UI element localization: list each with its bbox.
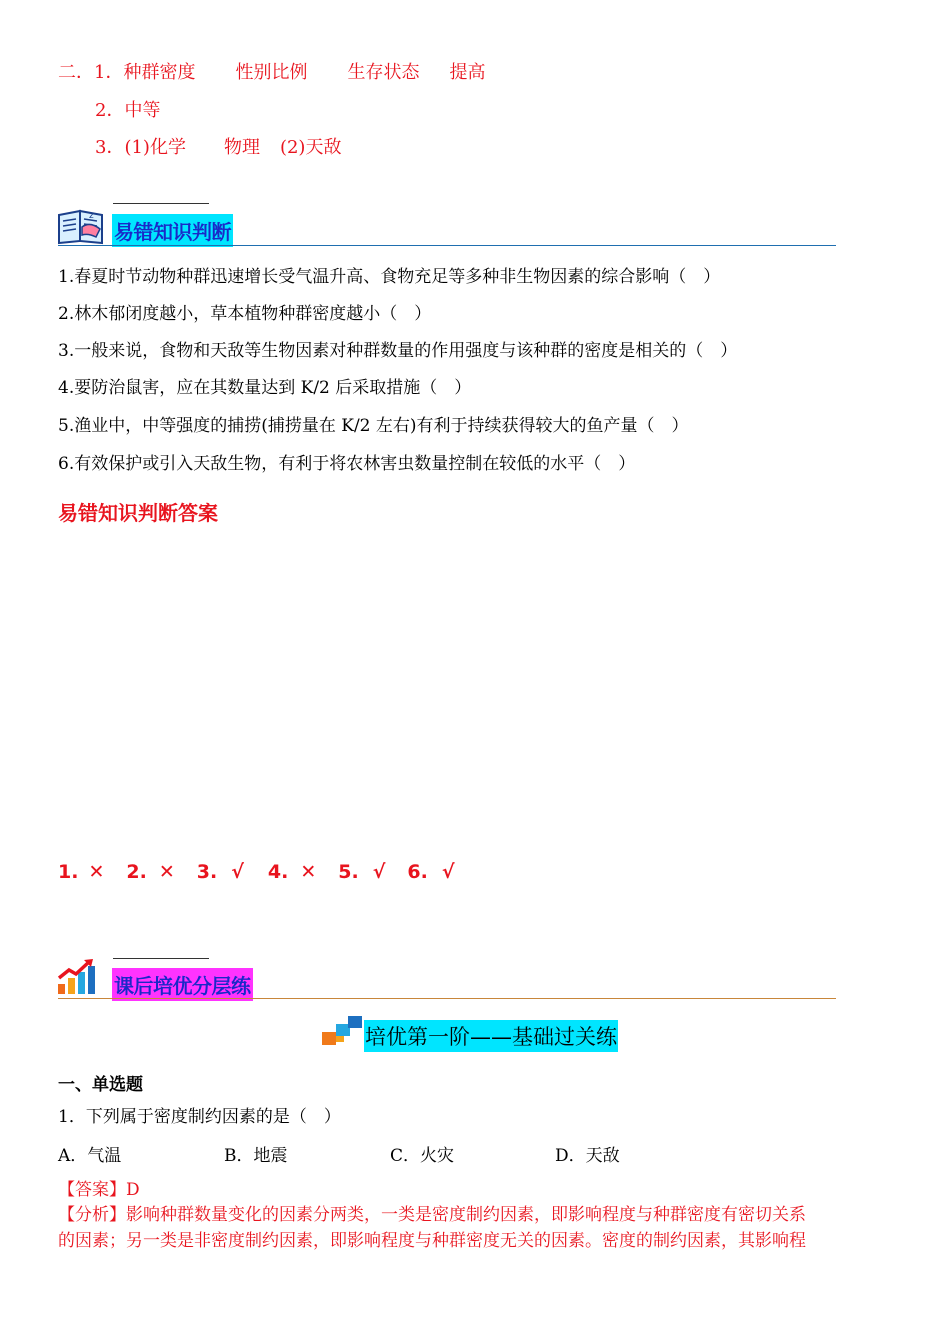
answer-item: 提高 [449,62,486,83]
section-header-practice: 课后培优分层练 [112,968,253,1001]
answer-item: 种群密度 [123,62,196,83]
section2-line3-prefix: 3．(1)化学 [95,137,186,158]
section-title: 一、单选题 [58,1075,143,1095]
check-icon: √ [372,861,386,883]
answer-item: (2)天敌 [279,137,342,158]
section2-line3 [95,133,341,159]
answer-number: 5. [338,861,359,883]
svg-text:z: z [89,211,94,221]
option-c: C．火灾 [390,1146,455,1166]
analysis-line: 【分析】影响种群数量变化的因素分两类，一类是密度制约因素，即影响程度与种群密度有密切关系 [58,1205,806,1225]
check-icon: √ [231,861,244,883]
answer-item: 生存状态 [347,62,420,83]
section2-line1-prefix: 二．1． [58,62,124,83]
section2-line2: 2．中等 [95,100,161,121]
answer-line: 【答案】D [58,1180,140,1200]
answers-row [58,861,455,883]
cross-icon: ✕ [88,861,105,883]
answer-item: 物理 [223,137,260,158]
question-text: 1．下列属于密度制约因素的是（ ） [58,1107,341,1127]
answer-title: 易错知识判断答案 [58,501,218,525]
section2-line1 [58,58,485,84]
header-overline [113,203,209,204]
growth-chart-icon [56,958,100,996]
stairs-icon [320,1014,366,1048]
stage-title: 培优第一阶——基础过关练 [364,1020,618,1052]
judge-item: 2.林木郁闭度越小，草本植物种群密度越小（ ） [58,304,432,324]
judge-item: 4.要防治鼠害，应在其数量达到 K/2 后采取措施（ ） [58,378,472,398]
answer-item: 性别比例 [235,62,308,83]
option-a: A．气温 [58,1146,122,1166]
answer-number: 4. [267,861,289,883]
answer-number: 2. [126,861,147,883]
header-overline [113,958,209,959]
cross-icon: ✕ [300,861,317,883]
option-d: D．天敌 [555,1146,620,1166]
judge-item: 3.一般来说，食物和天敌等生物因素对种群数量的作用强度与该种群的密度是相关的（ ） [58,341,738,361]
answer-number: 6. [407,861,428,883]
header-rule [58,245,836,246]
section-header-judge: 易错知识判断 [112,214,233,247]
analysis-line: 的因素；另一类是非密度制约因素，即影响程度与种群密度无关的因素。密度的制约因素，其影响程 [58,1231,806,1251]
cross-icon: ✕ [158,861,175,883]
book-icon [56,205,106,245]
judge-item: 1.春夏时节动物种群迅速增长受气温升高、食物充足等多种非生物因素的综合影响（ ） [58,267,721,287]
answer-number: 1. [58,861,79,883]
check-icon: √ [441,861,455,883]
judge-item: 5.渔业中，中等强度的捕捞(捕捞量在 K/2 左右)有利于持续获得较大的鱼产量（ ） [58,416,689,436]
option-b: B．地震 [224,1146,288,1166]
judge-item: 6.有效保护或引入天敌生物，有利于将农林害虫数量控制在较低的水平（ ） [58,454,636,474]
answer-number: 3. [196,861,218,883]
header-rule [58,998,836,999]
